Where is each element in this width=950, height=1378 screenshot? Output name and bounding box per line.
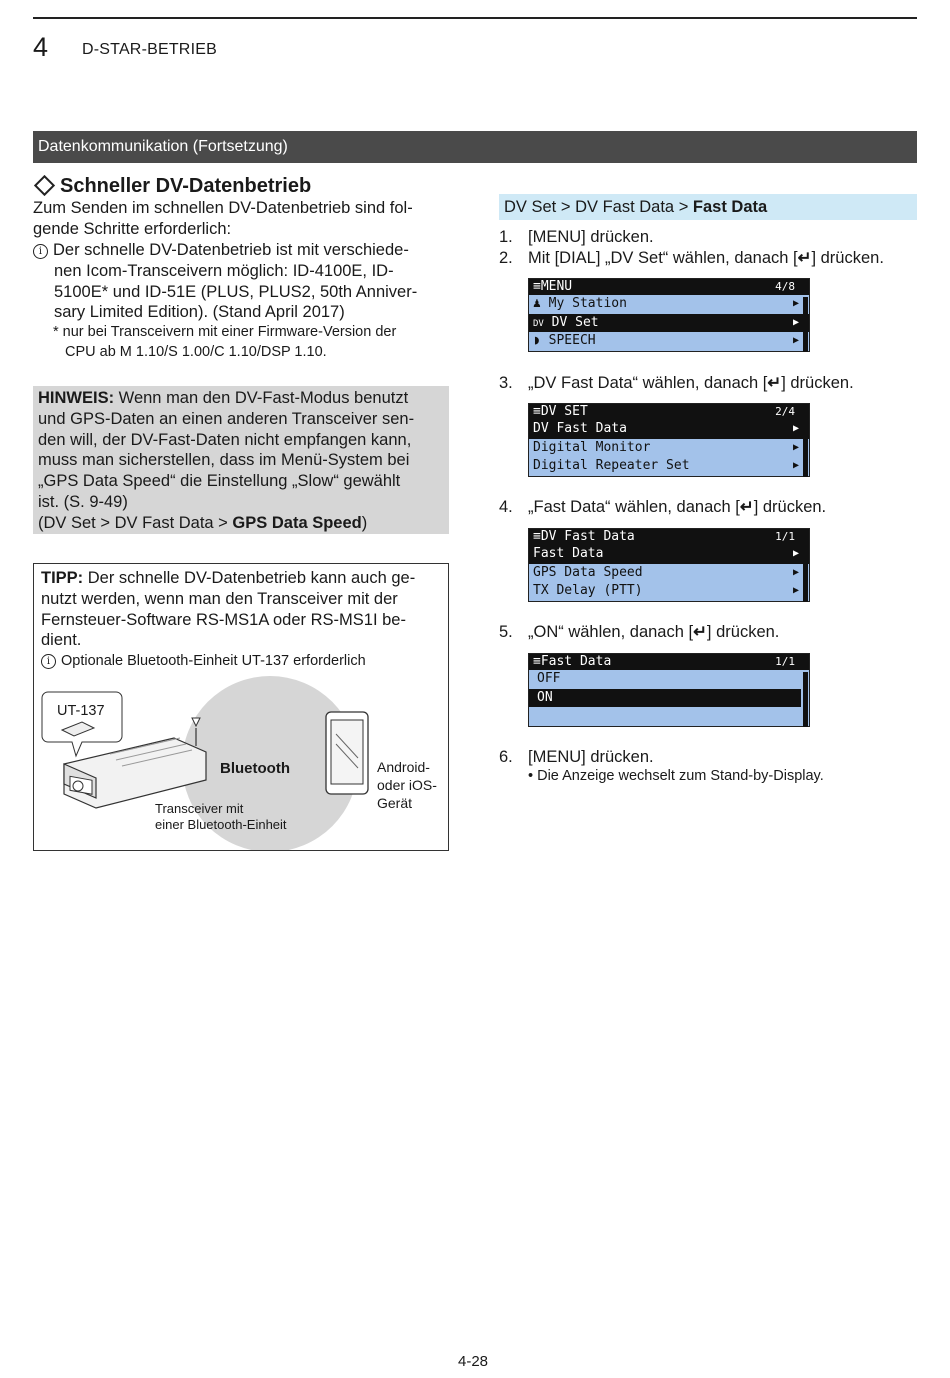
step-5 bbox=[499, 622, 929, 643]
enter-key-icon: ↵ bbox=[693, 623, 707, 641]
footnote bbox=[53, 323, 443, 362]
tipp-line: Fernsteuer-Software RS-MS1A oder RS-MS1I be- bbox=[41, 610, 406, 629]
lcd-item bbox=[529, 564, 809, 583]
hinweis-label: HINWEIS: bbox=[38, 389, 115, 407]
lcd-dvset-screen bbox=[528, 403, 810, 477]
device-caption bbox=[377, 758, 437, 812]
menu-path-bar bbox=[499, 194, 917, 220]
hinweis-line: „GPS Data Speed“ die Einstellung „Slow“ gewählt bbox=[38, 472, 401, 491]
lcd-page: 1/1 bbox=[775, 655, 795, 668]
lcd-item-selected bbox=[529, 545, 809, 564]
intro-text bbox=[33, 198, 443, 240]
smartphone-icon bbox=[326, 712, 368, 794]
lcd-fastdata-screen bbox=[528, 653, 810, 727]
path-prefix: DV Set > DV Fast Data > bbox=[504, 198, 693, 216]
arrow-right-icon: ▶ bbox=[792, 316, 799, 328]
lcd-item bbox=[529, 295, 809, 314]
step-1 bbox=[499, 227, 929, 248]
top-rule bbox=[33, 17, 917, 19]
hinweis-line: den will, der DV-Fast-Daten nicht empfangen kann, bbox=[38, 430, 412, 449]
transceiver-caption bbox=[155, 801, 287, 833]
tipp-note-text: Optionale Bluetooth-Einheit UT-137 erforderlich bbox=[61, 653, 366, 670]
lcd-item-label: Fast Data bbox=[533, 546, 604, 561]
lcd-item-label: OFF bbox=[537, 671, 561, 686]
lcd-item-label: GPS Data Speed bbox=[533, 564, 643, 580]
chapter-number: 4 bbox=[33, 32, 49, 62]
transceiver-caption-line: Transceiver mit bbox=[155, 801, 244, 816]
step-number: 3. bbox=[499, 374, 513, 392]
note-line: nen Icom-Transceivern möglich: ID-4100E, ID- bbox=[54, 261, 394, 280]
lcd-scrollbar bbox=[803, 672, 808, 727]
hinweis-line: ist. (S. 9-49) bbox=[38, 492, 128, 511]
lcd-item-selected bbox=[529, 314, 809, 333]
note-line: 5100E* und ID-51E (PLUS, PLUS2, 50th Anniver- bbox=[54, 282, 418, 301]
tipp-note bbox=[41, 651, 441, 671]
tipp-line: nutzt werden, wenn man den Transceiver mit der bbox=[41, 589, 398, 608]
lcd-title: DV SET bbox=[540, 404, 588, 419]
lcd-item-label: Digital Repeater Set bbox=[533, 458, 690, 473]
lcd-header: ≡MENU 4/8 bbox=[529, 279, 809, 295]
compatibility-note bbox=[33, 240, 443, 323]
section-bar: Datenkommunikation (Fortsetzung) bbox=[33, 131, 917, 163]
lcd-header: ≡DV Fast Data 1/1 bbox=[529, 529, 809, 545]
device-caption-line: oder iOS- bbox=[377, 777, 437, 793]
step-text: [MENU] drücken. bbox=[528, 228, 654, 246]
enter-key-icon: ↵ bbox=[767, 374, 782, 392]
hinweis-path-suffix: ) bbox=[361, 513, 368, 532]
step-2 bbox=[499, 248, 929, 269]
arrow-right-icon: ▶ bbox=[792, 423, 799, 434]
step-4 bbox=[499, 497, 929, 518]
step-text: ] drücken. bbox=[706, 623, 780, 641]
step-text: „Fast Data“ wählen, danach [ bbox=[528, 498, 740, 516]
lcd-page: 2/4 bbox=[775, 405, 795, 418]
lcd-title: DV Fast Data bbox=[540, 529, 635, 544]
lcd-item-label: ON bbox=[537, 689, 553, 705]
step-number: 4. bbox=[499, 498, 513, 516]
hinweis-box bbox=[33, 386, 449, 534]
speech-icon: ◗ bbox=[533, 333, 541, 348]
hinweis-line: muss man sicherstellen, dass im Menü-System bei bbox=[38, 451, 410, 470]
device-caption-line: Gerät bbox=[377, 795, 413, 811]
arrow-right-icon: ▶ bbox=[792, 585, 799, 596]
step-text: Mit [DIAL] „DV Set“ wählen, danach [ bbox=[528, 249, 798, 267]
transceiver-caption-line: einer Bluetooth-Einheit bbox=[155, 817, 287, 832]
lcd-item bbox=[529, 439, 809, 458]
lcd-scrollbar bbox=[803, 297, 808, 352]
bluetooth-label: Bluetooth bbox=[220, 760, 290, 777]
person-icon: ♟ bbox=[533, 296, 541, 311]
step-number: 1. bbox=[499, 228, 513, 246]
dv-set-icon: DV bbox=[533, 318, 544, 329]
intro-line: Zum Senden im schnellen DV-Datenbetrieb sind fol-gende Schritte erforderlich: bbox=[33, 199, 413, 238]
note-line bbox=[33, 240, 443, 261]
arrow-right-icon: ▶ bbox=[792, 548, 799, 559]
lcd-item-label: DV Set bbox=[551, 314, 599, 330]
hinweis-line: Wenn man den DV-Fast-Modus benutzt bbox=[114, 389, 409, 407]
step-text: ] drücken. bbox=[753, 498, 827, 516]
lcd-menu-screen bbox=[528, 278, 810, 352]
step-text: „DV Fast Data“ wählen, danach [ bbox=[528, 374, 768, 392]
page-number: 4-28 bbox=[458, 1353, 489, 1370]
lcd-dvfastdata-screen bbox=[528, 528, 810, 602]
enter-key-icon: ↵ bbox=[797, 249, 812, 267]
diamond-icon bbox=[34, 175, 55, 196]
lcd-item bbox=[529, 332, 809, 351]
lcd-header: ≡Fast Data 1/1 bbox=[529, 654, 809, 670]
step-number: 6. bbox=[499, 748, 513, 766]
step-number: 2. bbox=[499, 249, 513, 267]
lcd-title: Fast Data bbox=[540, 654, 612, 669]
lcd-item-label: TX Delay (PTT) bbox=[533, 583, 643, 598]
hinweis-line: und GPS-Daten an einen anderen Transceiver sen- bbox=[38, 409, 415, 428]
step-text: [MENU] drücken. bbox=[528, 748, 654, 766]
arrow-right-icon: ▶ bbox=[792, 566, 799, 578]
lcd-title: MENU bbox=[540, 279, 573, 294]
arrow-right-icon: ▶ bbox=[792, 335, 799, 346]
lcd-item-label: DV Fast Data bbox=[533, 421, 627, 436]
lcd-item bbox=[529, 582, 809, 601]
arrow-right-icon: ▶ bbox=[792, 298, 799, 309]
info-icon: i bbox=[33, 244, 48, 259]
lcd-item-selected bbox=[529, 689, 801, 708]
tipp-label: TIPP: bbox=[41, 569, 84, 587]
heading-text: Schneller DV-Datenbetrieb bbox=[60, 175, 312, 197]
lcd-item bbox=[529, 457, 809, 476]
lcd-item-label: SPEECH bbox=[548, 333, 596, 348]
lcd-item-label: Digital Monitor bbox=[533, 439, 651, 455]
arrow-right-icon: ▶ bbox=[792, 460, 799, 471]
arrow-right-icon: ▶ bbox=[792, 441, 799, 453]
step-number: 5. bbox=[499, 623, 513, 641]
step-text: „ON“ wählen, danach [ bbox=[528, 623, 694, 641]
lcd-item bbox=[529, 670, 809, 689]
tipp-line: dient. bbox=[41, 631, 82, 650]
lcd-page: 4/8 bbox=[775, 280, 795, 293]
step-6 bbox=[499, 747, 929, 768]
section-heading bbox=[33, 175, 311, 198]
lcd-page: 1/1 bbox=[775, 530, 795, 543]
lcd-item-selected bbox=[529, 420, 809, 439]
device-caption-line: Android- bbox=[377, 759, 430, 775]
tipp-box bbox=[33, 563, 449, 851]
footnote-line: CPU ab M 1.10/S 1.00/C 1.10/DSP 1.10. bbox=[65, 343, 327, 360]
footnote-line: * nur bei Transceivern mit einer Firmware-Version der bbox=[53, 324, 397, 340]
chapter-title: D-STAR-BETRIEB bbox=[82, 41, 217, 58]
lcd-header: ≡DV SET 2/4 bbox=[529, 404, 809, 420]
step-3 bbox=[499, 373, 929, 394]
ut137-label: UT-137 bbox=[57, 703, 105, 719]
info-icon: i bbox=[41, 654, 56, 669]
lcd-item-label: My Station bbox=[548, 296, 627, 311]
note-text: Der schnelle DV-Datenbetrieb ist mit verschiede- bbox=[53, 241, 409, 259]
hinweis-path-bold: GPS Data Speed bbox=[232, 513, 362, 532]
step-6-sub: • Die Anzeige wechselt zum Stand-by-Display. bbox=[528, 768, 824, 784]
lcd-item-empty bbox=[529, 707, 809, 726]
path-bold: Fast Data bbox=[692, 198, 768, 216]
hinweis-path-prefix: (DV Set > DV Fast Data > bbox=[38, 513, 233, 532]
note-line: sary Limited Edition). (Stand April 2017) bbox=[54, 303, 345, 322]
step-text: ] drücken. bbox=[781, 374, 854, 392]
tipp-line: Der schnelle DV-Datenbetrieb kann auch ge- bbox=[83, 569, 416, 587]
lcd-scrollbar bbox=[803, 422, 808, 477]
step-text: ] drücken. bbox=[811, 249, 884, 267]
enter-key-icon: ↵ bbox=[739, 498, 754, 516]
lcd-scrollbar bbox=[803, 547, 808, 602]
